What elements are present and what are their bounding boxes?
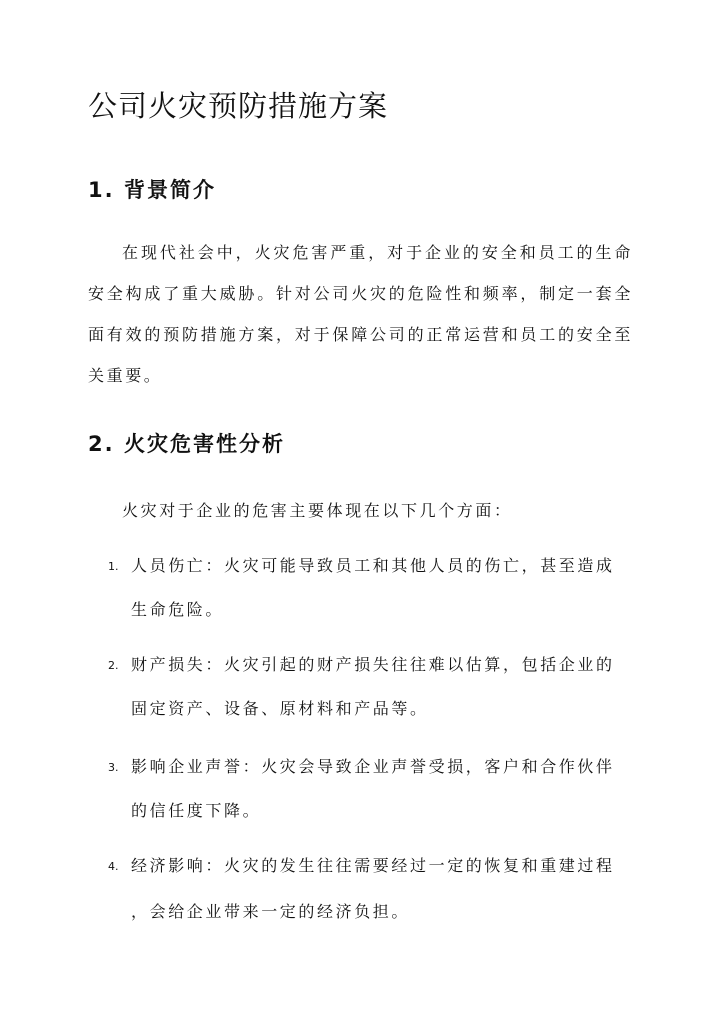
list-item-4-line-2: ，会给企业带来一定的经济负担。: [131, 902, 411, 921]
list-item-1-number: 1.: [108, 560, 119, 573]
section-2-heading: [88, 430, 285, 458]
section-2-title: 火灾危害性分析: [124, 432, 285, 456]
list-item-1-line-1: 人员伤亡：火灾可能导致员工和其他人员的伤亡，甚至造成: [131, 556, 615, 575]
list-item-2-line-2: 固定资产、设备、原材料和产品等。: [131, 699, 429, 718]
section-1-number: 1.: [88, 178, 115, 202]
list-item-3-line-2: 的信任度下降。: [131, 801, 262, 820]
document-title: 公司火灾预防措施方案: [88, 89, 389, 123]
section-1-paragraph: 在现代社会中，火灾危害严重，对于企业的安全和员工的生命安全构成了重大威胁。针对公司火灾的危险性和频率，制定一套全面有效的预防措施方案，对于保障公司的正常运营和员工的安全至关重要。: [88, 243, 633, 385]
list-item-2-line-1: 财产损失：火灾引起的财产损失往往难以估算，包括企业的: [131, 655, 615, 674]
list-item-2-number: 2.: [108, 659, 119, 672]
section-1-heading: [88, 176, 216, 204]
list-item-3-line-1: 影响企业声誉：火灾会导致企业声誉受损，客户和合作伙伴: [131, 757, 615, 776]
list-item-3-number: 3.: [108, 761, 119, 774]
section-1-title: 背景简介: [124, 178, 216, 202]
list-item-4-number: 4.: [108, 860, 119, 873]
list-item-4-line-1: 经济影响：火灾的发生往往需要经过一定的恢复和重建过程: [131, 856, 615, 875]
section-2-number: 2.: [88, 432, 115, 456]
section-2-intro: 火灾对于企业的危害主要体现在以下几个方面：: [122, 501, 513, 520]
list-item-1-line-2: 生命危险。: [131, 600, 225, 619]
